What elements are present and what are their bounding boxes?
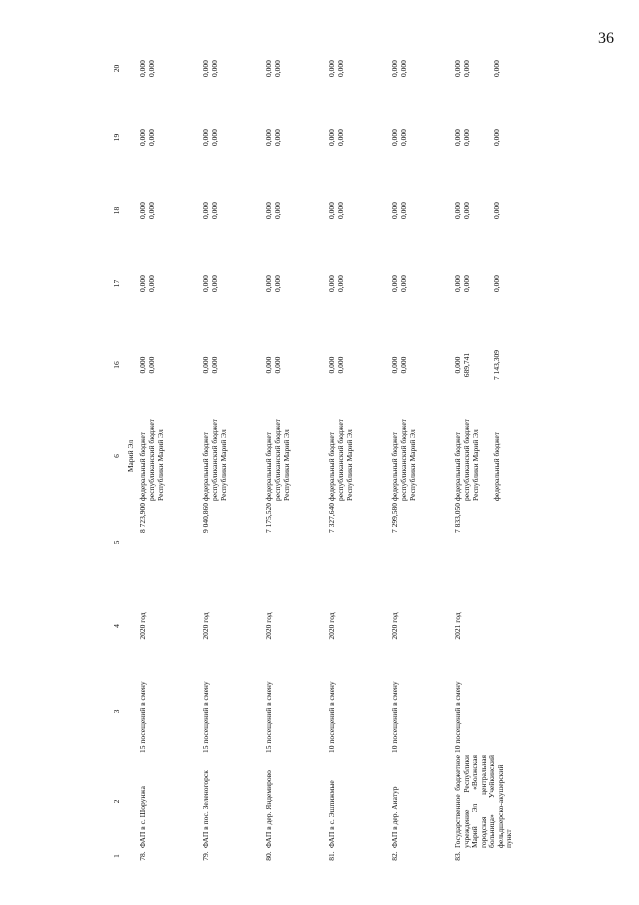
amount-value: 0,000: [492, 129, 501, 146]
amount-value: 0,000: [492, 60, 501, 77]
facility-name: ФАП в с. Эшпижмые: [327, 780, 336, 848]
amount-value: 0,000: [210, 60, 219, 77]
amount-value: 0,000: [327, 356, 336, 374]
header-cell: 2: [112, 799, 121, 804]
capacity-text: 15 посещений в смену: [264, 681, 273, 753]
header-cell: 4: [112, 624, 121, 628]
cost-value: 9 040,860: [201, 503, 210, 533]
continuation-row: [123, 36, 139, 863]
amount-value: 0,000: [453, 129, 462, 146]
amount-value: 0,000: [201, 202, 210, 219]
amount-value: 0,000: [264, 129, 273, 146]
amount-value: 0,000: [453, 202, 462, 219]
amount-value: 0,000: [399, 60, 408, 77]
funding-source: федеральный бюджет: [138, 431, 147, 501]
amount-value: 0,000: [264, 202, 273, 219]
row-number: 83.: [453, 851, 462, 861]
funding-source: республиканский бюджет Республики Марий Эл: [210, 419, 228, 501]
amount-value: 0,000: [210, 275, 219, 292]
amount-value: 0,000: [390, 129, 399, 146]
amount-value: 0,000: [138, 129, 147, 146]
continuation-text: Марий Эл: [126, 439, 135, 473]
funding-source: федеральный бюджет: [327, 431, 336, 501]
amount-value: 0,000: [264, 356, 273, 374]
funding-source: федеральный бюджет: [264, 431, 273, 501]
amount-value: 0,000: [399, 129, 408, 146]
amount-value: 0,000: [327, 202, 336, 219]
facility-name: ФАП в пос. Зеленогорск: [201, 770, 210, 848]
row-number: 79.: [201, 851, 210, 861]
amount-value: 0,000: [201, 275, 210, 292]
amount-value: 0,000: [336, 129, 345, 146]
amount-value: 0,000: [462, 202, 471, 219]
funding-source: федеральный бюджет: [492, 431, 501, 501]
row-number: 78.: [138, 851, 147, 861]
header-cell: 18: [112, 206, 121, 215]
amount-value: 0,000: [138, 356, 147, 374]
capacity-text: 10 посещений в смену: [327, 681, 336, 753]
funding-source: федеральный бюджет: [201, 431, 210, 501]
amount-value: 0,000: [492, 202, 501, 219]
amount-value: 0,000: [201, 60, 210, 77]
header-cell: 20: [112, 64, 121, 73]
amount-value: 0,000: [273, 356, 282, 374]
amount-value: 0,000: [273, 275, 282, 292]
amount-value: 0,000: [336, 275, 345, 292]
amount-value: 0,000: [147, 356, 156, 374]
row-number: 81.: [327, 851, 336, 861]
amount-value: 0,000: [273, 129, 282, 146]
budget-table: [113, 36, 533, 863]
cost-value: 8 723,900: [138, 503, 147, 533]
header-cell: 17: [112, 279, 121, 288]
capacity-text: 10 посещений в смену: [453, 681, 462, 753]
header-cell: 3: [112, 709, 121, 714]
amount-value: 0,000: [138, 275, 147, 292]
funding-source: республиканский бюджет Республики Марий Эл: [462, 419, 480, 501]
amount-value: 7 143,309: [492, 350, 501, 380]
page-number: 36: [598, 30, 614, 47]
amount-value: 0,000: [336, 60, 345, 77]
rotated-table-block: [113, 36, 636, 863]
amount-value: 0,000: [273, 60, 282, 77]
amount-value: 0,000: [399, 275, 408, 292]
capacity-text: 10 посещений в смену: [390, 681, 399, 753]
amount-value: 0,000: [462, 275, 471, 292]
amount-value: 0,000: [264, 275, 273, 292]
facility-name: Государственное бюджетное учреждение Республики Марий Эл «Волжская городская центральная больница» Учейкинский фельдшерско-акушерский пункт: [453, 755, 513, 848]
amount-value: 0,000: [462, 60, 471, 77]
cost-value: 7 299,580: [390, 503, 399, 533]
funding-source: республиканский бюджет Республики Марий Эл: [399, 419, 417, 501]
amount-value: 0,000: [201, 356, 210, 374]
amount-value: 0,000: [147, 129, 156, 146]
year-text: 2020 год: [327, 612, 336, 640]
amount-value: 0,000: [210, 356, 219, 374]
amount-value: 0,000: [453, 356, 462, 374]
row-number: 80.: [264, 851, 273, 861]
year-text: 2020 год: [201, 612, 210, 640]
amount-value: 0,000: [390, 356, 399, 374]
amount-value: 0,000: [147, 60, 156, 77]
amount-value: 0,000: [399, 356, 408, 374]
amount-value: 0,000: [390, 275, 399, 292]
funding-source: республиканский бюджет Республики Марий Эл: [147, 419, 165, 501]
year-text: 2020 год: [138, 612, 147, 640]
amount-value: 0,000: [327, 60, 336, 77]
amount-value: 0,000: [399, 202, 408, 219]
funding-source: республиканский бюджет Республики Марий Эл: [336, 419, 354, 501]
amount-value: 0,000: [138, 60, 147, 77]
amount-value: 0,000: [327, 275, 336, 292]
amount-value: 0,000: [273, 202, 282, 219]
amount-value: 0,000: [462, 129, 471, 146]
amount-value: 0,000: [327, 129, 336, 146]
amount-value: 0,000: [453, 60, 462, 77]
facility-name: ФАП в дер. Аиатур: [390, 786, 399, 848]
capacity-text: 15 посещений в смену: [201, 681, 210, 753]
header-row: [113, 36, 123, 863]
amount-value: 0,000: [390, 60, 399, 77]
amount-value: 0,000: [138, 202, 147, 219]
year-text: 2020 год: [390, 612, 399, 640]
amount-value: 0,000: [264, 60, 273, 77]
header-cell: 5: [112, 540, 121, 545]
funding-source: республиканский бюджет Республики Марий Эл: [273, 419, 291, 501]
amount-value: 0,000: [336, 202, 345, 219]
funding-source: федеральный бюджет: [453, 431, 462, 501]
row-number: 82.: [390, 851, 399, 861]
cost-value: 7 175,520: [264, 503, 273, 533]
year-text: 2021 год: [453, 612, 462, 640]
header-cell: 19: [112, 133, 121, 142]
amount-value: 0,000: [147, 202, 156, 219]
amount-value: 0,000: [201, 129, 210, 146]
header-cell: 16: [112, 361, 121, 369]
year-text: 2020 год: [264, 612, 273, 640]
header-cell: 1: [112, 854, 121, 858]
amount-value: 0,000: [210, 129, 219, 146]
capacity-text: 15 посещений в смену: [138, 681, 147, 753]
amount-value: 0,000: [210, 202, 219, 219]
amount-value: 0,000: [492, 275, 501, 292]
amount-value: 0,000: [336, 356, 345, 374]
facility-name: ФАП в дер. Яндемирово: [264, 770, 273, 848]
header-cell: 6: [112, 454, 121, 458]
funding-source: федеральный бюджет: [390, 431, 399, 501]
facility-name: ФАП в с. Шорунжа: [138, 786, 147, 848]
cost-value: 7 833,050: [453, 503, 462, 533]
amount-value: 0,000: [147, 275, 156, 292]
amount-value: 0,000: [390, 202, 399, 219]
amount-value: 0,000: [453, 275, 462, 292]
amount-value: 689,741: [462, 352, 471, 378]
cost-value: 7 327,640: [327, 503, 336, 533]
